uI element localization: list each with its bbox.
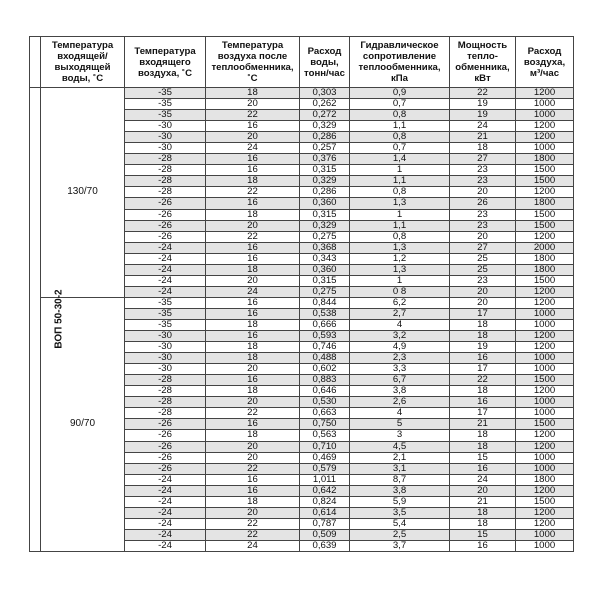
table-cell: 2,1 xyxy=(350,452,450,463)
table-cell: 1,3 xyxy=(350,242,450,253)
table-cell: -30 xyxy=(125,353,206,364)
table-cell: 18 xyxy=(206,319,300,330)
table-cell: 0,602 xyxy=(300,364,350,375)
table-cell: 4 xyxy=(350,319,450,330)
table-cell: 0,666 xyxy=(300,319,350,330)
header-line: воздуха, xyxy=(523,56,566,68)
table-cell: 17 xyxy=(450,364,516,375)
table-cell: 1500 xyxy=(516,165,574,176)
table-cell: 3,3 xyxy=(350,364,450,375)
header-line: м³/час xyxy=(529,67,560,79)
table-cell: 0,787 xyxy=(300,518,350,529)
table-row xyxy=(30,297,574,308)
table-cell: -28 xyxy=(125,375,206,386)
table-cell: -30 xyxy=(125,342,206,353)
table-cell: -26 xyxy=(125,463,206,474)
table-cell: 24 xyxy=(206,143,300,154)
table-cell: 0,315 xyxy=(300,275,350,286)
table-cell: -26 xyxy=(125,430,206,441)
table-cell: 1500 xyxy=(516,275,574,286)
table-cell: 0,329 xyxy=(300,176,350,187)
table-cell: 0,663 xyxy=(300,408,350,419)
table-cell: 18 xyxy=(450,518,516,529)
table-cell: 16 xyxy=(206,154,300,165)
table-cell: 16 xyxy=(450,397,516,408)
table-cell: 21 xyxy=(450,496,516,507)
table-cell: -28 xyxy=(125,187,206,198)
table-cell: 17 xyxy=(450,408,516,419)
table-cell: 24 xyxy=(206,540,300,551)
table-cell: -28 xyxy=(125,408,206,419)
table-cell: 0,639 xyxy=(300,540,350,551)
table-cell: 0,530 xyxy=(300,397,350,408)
table-cell: 18 xyxy=(206,496,300,507)
table-cell: 6,7 xyxy=(350,375,450,386)
table-cell: 1200 xyxy=(516,518,574,529)
table-cell: 1800 xyxy=(516,253,574,264)
table-cell: -35 xyxy=(125,88,206,99)
table-cell: 18 xyxy=(450,507,516,518)
table-cell: 22 xyxy=(206,529,300,540)
table-cell: -28 xyxy=(125,176,206,187)
table-cell: 19 xyxy=(450,342,516,353)
table-cell: -28 xyxy=(125,397,206,408)
table-cell: 1800 xyxy=(516,198,574,209)
table-cell: 20 xyxy=(450,231,516,242)
table-cell: 0 8 xyxy=(350,286,450,297)
table-cell: -24 xyxy=(125,242,206,253)
table-cell: 0,642 xyxy=(300,485,350,496)
table-cell: 3,2 xyxy=(350,331,450,342)
table-cell: 3,8 xyxy=(350,485,450,496)
table-cell: 1,4 xyxy=(350,154,450,165)
table-cell: 20 xyxy=(206,275,300,286)
table-cell: 0,509 xyxy=(300,529,350,540)
table-cell: 18 xyxy=(450,441,516,452)
table-cell: 18 xyxy=(450,143,516,154)
table-cell: 0,8 xyxy=(350,132,450,143)
table-cell: 24 xyxy=(450,474,516,485)
table-cell: 0,883 xyxy=(300,375,350,386)
table-cell: 0,315 xyxy=(300,209,350,220)
table-cell: 1 xyxy=(350,209,450,220)
table-cell: 0,469 xyxy=(300,452,350,463)
table-cell: 1500 xyxy=(516,496,574,507)
table-cell: 18 xyxy=(206,264,300,275)
header-line: Расход xyxy=(307,45,342,57)
table-cell: 3 xyxy=(350,430,450,441)
table-cell: 1,1 xyxy=(350,220,450,231)
table-cell: 1200 xyxy=(516,331,574,342)
header-line: сопротивление xyxy=(362,51,437,62)
table-cell: 1200 xyxy=(516,507,574,518)
table-cell: 27 xyxy=(450,154,516,165)
header-line: Температура xyxy=(221,40,284,51)
table-cell: 22 xyxy=(206,110,300,121)
table-cell: 0,8 xyxy=(350,187,450,198)
table-cell: 18 xyxy=(450,386,516,397)
table-cell: 0,329 xyxy=(300,121,350,132)
table-cell: 0,376 xyxy=(300,154,350,165)
table-cell: 18 xyxy=(206,176,300,187)
table-cell: 4 xyxy=(350,408,450,419)
table-cell: -24 xyxy=(125,286,206,297)
table-cell: -35 xyxy=(125,297,206,308)
table-cell: 0,750 xyxy=(300,419,350,430)
table-cell: 3,7 xyxy=(350,540,450,551)
table-cell: 18 xyxy=(206,342,300,353)
table-cell: -26 xyxy=(125,220,206,231)
table-cell: 2,7 xyxy=(350,308,450,319)
table-cell: 18 xyxy=(206,209,300,220)
data-table-frame xyxy=(29,36,573,597)
table-cell: -35 xyxy=(125,110,206,121)
table-cell: 16 xyxy=(206,297,300,308)
table-cell: 0,360 xyxy=(300,198,350,209)
table-cell: 0,286 xyxy=(300,187,350,198)
table-cell: 20 xyxy=(206,220,300,231)
table-cell: 16 xyxy=(206,485,300,496)
header-line: кПа xyxy=(390,73,409,84)
table-cell: 1200 xyxy=(516,132,574,143)
header-power xyxy=(450,37,516,88)
table-cell: 21 xyxy=(450,132,516,143)
table-cell: -24 xyxy=(125,507,206,518)
table-body xyxy=(30,88,574,552)
header-line: кВт xyxy=(474,73,491,84)
table-cell: 18 xyxy=(450,331,516,342)
table-cell: 0,646 xyxy=(300,386,350,397)
header-air-in-temp xyxy=(125,37,206,88)
table-cell: 0,8 xyxy=(350,110,450,121)
header-air-out-temp xyxy=(206,37,300,88)
table-cell: 1200 xyxy=(516,441,574,452)
table-cell: 1200 xyxy=(516,485,574,496)
table-cell: -26 xyxy=(125,452,206,463)
table-cell: 0,272 xyxy=(300,110,350,121)
header-line: тонн/час xyxy=(304,67,345,79)
table-cell: -30 xyxy=(125,143,206,154)
table-cell: 1000 xyxy=(516,408,574,419)
table-cell: 1500 xyxy=(516,176,574,187)
table-cell: -26 xyxy=(125,441,206,452)
table-cell: 16 xyxy=(450,353,516,364)
table-cell: 18 xyxy=(206,430,300,441)
table-cell: 22 xyxy=(450,375,516,386)
header-water-temp xyxy=(41,37,125,88)
header-line: выходящей xyxy=(54,62,111,73)
table-cell: 0,746 xyxy=(300,342,350,353)
header-row xyxy=(30,37,574,88)
header-line: Мощность xyxy=(457,40,508,51)
table-cell: 23 xyxy=(450,165,516,176)
table-cell: 22 xyxy=(206,518,300,529)
table-cell: 19 xyxy=(450,99,516,110)
table-cell: 1200 xyxy=(516,231,574,242)
table-cell: 16 xyxy=(206,308,300,319)
header-air-flow xyxy=(516,37,574,88)
table-cell: 22 xyxy=(206,408,300,419)
table-cell: 1500 xyxy=(516,375,574,386)
table-cell: 1000 xyxy=(516,540,574,551)
table-cell: 1000 xyxy=(516,308,574,319)
table-cell: 0,710 xyxy=(300,441,350,452)
table-cell: 16 xyxy=(206,474,300,485)
header-line: тепло- xyxy=(467,51,498,62)
table-cell: 1000 xyxy=(516,99,574,110)
table-cell: 0,844 xyxy=(300,297,350,308)
table-cell: 3,8 xyxy=(350,386,450,397)
table-cell: 27 xyxy=(450,242,516,253)
table-cell: 17 xyxy=(450,308,516,319)
table-cell: 25 xyxy=(450,264,516,275)
table-cell: 16 xyxy=(206,242,300,253)
table-cell: -24 xyxy=(125,518,206,529)
table-cell: 8,7 xyxy=(350,474,450,485)
header-line: обменника, xyxy=(455,62,510,73)
table-cell: 3,5 xyxy=(350,507,450,518)
model-header-cell xyxy=(30,37,41,88)
table-cell: 1200 xyxy=(516,430,574,441)
table-cell: 0,315 xyxy=(300,165,350,176)
table-cell: -26 xyxy=(125,231,206,242)
header-line: входящего xyxy=(139,56,191,68)
table-cell: 0,488 xyxy=(300,353,350,364)
table-cell: 4,5 xyxy=(350,441,450,452)
table-cell: -26 xyxy=(125,198,206,209)
table-cell: -35 xyxy=(125,99,206,110)
table-cell: 1000 xyxy=(516,143,574,154)
table-cell: 20 xyxy=(206,364,300,375)
model-label: ВОП 50-30-2 xyxy=(53,289,65,350)
table-cell: 0,9 xyxy=(350,88,450,99)
table-cell: 0,275 xyxy=(300,286,350,297)
table-cell: 23 xyxy=(450,209,516,220)
table-cell: 1200 xyxy=(516,286,574,297)
table-cell: 0,257 xyxy=(300,143,350,154)
table-cell: -24 xyxy=(125,529,206,540)
table-cell: 18 xyxy=(206,353,300,364)
table-cell: 22 xyxy=(206,187,300,198)
table-cell: 5 xyxy=(350,419,450,430)
table-cell: 20 xyxy=(450,286,516,297)
table-cell: 1000 xyxy=(516,529,574,540)
table-cell: 20 xyxy=(206,441,300,452)
table-cell: 1500 xyxy=(516,220,574,231)
table-cell: 0,824 xyxy=(300,496,350,507)
table-cell: -35 xyxy=(125,308,206,319)
table-cell: 16 xyxy=(206,121,300,132)
header-water-flow xyxy=(300,37,350,88)
table-cell: 20 xyxy=(206,397,300,408)
table-cell: 3,1 xyxy=(350,463,450,474)
table-cell: 1200 xyxy=(516,187,574,198)
table-cell: 26 xyxy=(450,198,516,209)
table-cell: 1,2 xyxy=(350,253,450,264)
table-cell: 22 xyxy=(206,231,300,242)
header-line: воды, xyxy=(310,56,339,68)
table-cell: 1000 xyxy=(516,452,574,463)
table-cell: 1,3 xyxy=(350,264,450,275)
model-cell xyxy=(30,88,65,552)
table-cell: 0,262 xyxy=(300,99,350,110)
table-cell: -24 xyxy=(125,540,206,551)
water-temp-group-cell: 90/70 xyxy=(41,297,125,551)
table-cell: 18 xyxy=(206,88,300,99)
table-cell: 0,7 xyxy=(350,143,450,154)
table-cell: -24 xyxy=(125,485,206,496)
table-cell: 0,563 xyxy=(300,430,350,441)
header-line: воды, ˚С xyxy=(61,73,104,84)
table-cell: 20 xyxy=(206,507,300,518)
table-cell: 22 xyxy=(206,463,300,474)
table-cell: -35 xyxy=(125,319,206,330)
table-cell: 24 xyxy=(450,121,516,132)
table-cell: 2,3 xyxy=(350,353,450,364)
table-cell: 1000 xyxy=(516,364,574,375)
table-cell: 0,593 xyxy=(300,331,350,342)
table-cell: 2,5 xyxy=(350,529,450,540)
table-cell: 18 xyxy=(450,430,516,441)
table-cell: 15 xyxy=(450,529,516,540)
table-cell: -24 xyxy=(125,474,206,485)
table-cell: 25 xyxy=(450,253,516,264)
table-cell: 18 xyxy=(450,319,516,330)
table-cell: 20 xyxy=(206,99,300,110)
table-cell: 1000 xyxy=(516,353,574,364)
header-line: воздуха после xyxy=(217,51,288,62)
table-cell: 0,368 xyxy=(300,242,350,253)
header-line: Гидравлическое xyxy=(360,40,439,51)
table-cell: 1,3 xyxy=(350,198,450,209)
table-cell: 16 xyxy=(206,331,300,342)
table-cell: 0,360 xyxy=(300,264,350,275)
table-cell: 2,6 xyxy=(350,397,450,408)
header-line: теплообменника, xyxy=(211,62,294,73)
table-cell: 23 xyxy=(450,275,516,286)
table-cell: 1 xyxy=(350,275,450,286)
table-cell: 0,8 xyxy=(350,231,450,242)
table-cell: 1000 xyxy=(516,397,574,408)
header-line: ˚С xyxy=(247,73,258,84)
table-cell: 5,9 xyxy=(350,496,450,507)
table-cell: 1500 xyxy=(516,209,574,220)
table-cell: 0,7 xyxy=(350,99,450,110)
table-cell: 23 xyxy=(450,176,516,187)
table-cell: 1,1 xyxy=(350,176,450,187)
table-cell: -30 xyxy=(125,121,206,132)
table-cell: 16 xyxy=(206,198,300,209)
table-cell: 0,579 xyxy=(300,463,350,474)
table-cell: 22 xyxy=(450,88,516,99)
table-cell: 16 xyxy=(450,463,516,474)
table-cell: 20 xyxy=(206,452,300,463)
table-cell: 2000 xyxy=(516,242,574,253)
header-line: Расход xyxy=(527,45,562,57)
header-line: воздуха, ˚С xyxy=(137,67,193,79)
table-cell: -28 xyxy=(125,154,206,165)
table-cell: 21 xyxy=(450,419,516,430)
table-cell: -24 xyxy=(125,253,206,264)
table-cell: 18 xyxy=(206,386,300,397)
table-cell: 20 xyxy=(450,187,516,198)
header-line: Температура xyxy=(51,40,114,51)
table-cell: 1000 xyxy=(516,319,574,330)
table-cell: 1,1 xyxy=(350,121,450,132)
table-cell: 1800 xyxy=(516,154,574,165)
table-cell: 16 xyxy=(450,540,516,551)
table-cell: 16 xyxy=(206,375,300,386)
table-cell: 15 xyxy=(450,452,516,463)
table-cell: 16 xyxy=(206,165,300,176)
table-row xyxy=(30,88,574,99)
table-cell: 1 xyxy=(350,165,450,176)
table-cell: 0,329 xyxy=(300,220,350,231)
table-cell: -28 xyxy=(125,386,206,397)
table-cell: -30 xyxy=(125,132,206,143)
table-cell: 16 xyxy=(206,419,300,430)
table-cell: 0,614 xyxy=(300,507,350,518)
table-cell: 1200 xyxy=(516,121,574,132)
table-cell: 1000 xyxy=(516,463,574,474)
table-cell: 16 xyxy=(206,253,300,264)
table-cell: -26 xyxy=(125,209,206,220)
header-line: Температура xyxy=(134,45,196,57)
table-cell: 20 xyxy=(450,297,516,308)
table-cell: 0,343 xyxy=(300,253,350,264)
table-cell: 1200 xyxy=(516,88,574,99)
table-cell: 1200 xyxy=(516,342,574,353)
table-cell: -30 xyxy=(125,331,206,342)
header-line: теплообменника, xyxy=(358,62,441,73)
table-cell: -24 xyxy=(125,275,206,286)
table-cell: -30 xyxy=(125,364,206,375)
table-cell: -24 xyxy=(125,264,206,275)
table-cell: 0,275 xyxy=(300,231,350,242)
table-cell: -24 xyxy=(125,496,206,507)
heat-exchanger-table xyxy=(29,36,574,552)
table-cell: 0,538 xyxy=(300,308,350,319)
table-cell: -28 xyxy=(125,165,206,176)
table-cell: 20 xyxy=(206,132,300,143)
water-temp-group-cell: 130/70 xyxy=(41,88,125,298)
table-cell: 1500 xyxy=(516,419,574,430)
table-cell: 19 xyxy=(450,110,516,121)
table-cell: 1200 xyxy=(516,297,574,308)
table-cell: 1800 xyxy=(516,264,574,275)
table-cell: 0,303 xyxy=(300,88,350,99)
header-line: входящей/ xyxy=(57,51,108,62)
table-cell: 6,2 xyxy=(350,297,450,308)
table-cell: 20 xyxy=(450,485,516,496)
table-cell: 5,4 xyxy=(350,518,450,529)
table-cell: -26 xyxy=(125,419,206,430)
table-cell: 1000 xyxy=(516,110,574,121)
table-cell: 24 xyxy=(206,286,300,297)
table-cell: 0,286 xyxy=(300,132,350,143)
table-cell: 4,9 xyxy=(350,342,450,353)
table-cell: 23 xyxy=(450,220,516,231)
header-hydraulic-resistance xyxy=(350,37,450,88)
table-cell: 1800 xyxy=(516,474,574,485)
table-cell: 1,011 xyxy=(300,474,350,485)
table-cell: 1200 xyxy=(516,386,574,397)
